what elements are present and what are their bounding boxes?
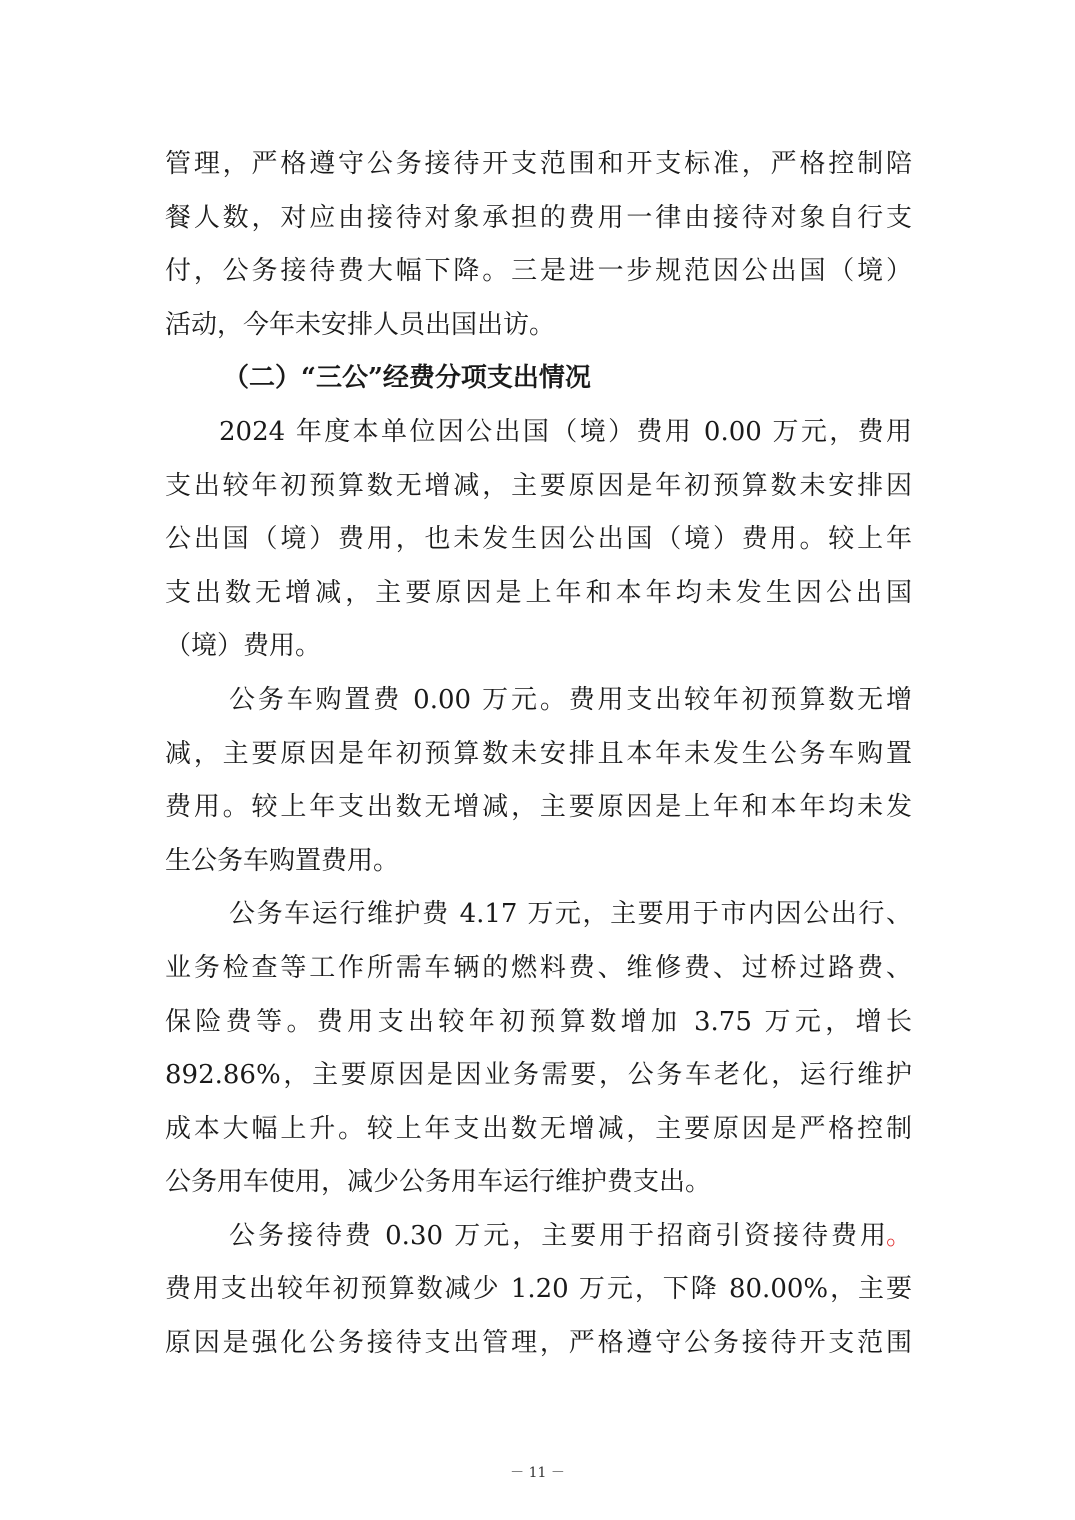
section-heading: （二）“三公”经费分项支出情况 [223, 363, 591, 394]
text-line: 公务车购置费 0.00 万元。费用支出较年初预算数无增 [229, 684, 912, 715]
text-line: 减，主要原因是年初预算数未安排且本年未发生公务车购置 [165, 738, 912, 769]
text-line: 保险费等。费用支出较年初预算数增加 3.75 万元，增长 [165, 1006, 912, 1037]
text-line: 原因是强化公务接待支出管理，严格遵守公务接待开支范围 [165, 1328, 912, 1359]
text-line: 管理，严格遵守公务接待开支范围和开支标准，严格控制陪 [165, 149, 912, 179]
text-line: （境）费用。 [165, 631, 322, 662]
text-line: 费用支出较年初预算数减少 1.20 万元，下降 80.00%，主要 [165, 1274, 912, 1305]
text-line: 成本大幅上升。较上年支出数无增减，主要原因是严格控制 [165, 1113, 912, 1144]
text-line: 公出国（境）费用，也未发生因公出国（境）费用。较上年 [165, 524, 912, 555]
text-line: 支出数无增减，主要原因是上年和本年均未发生因公出国 [165, 577, 912, 608]
text-line: 支出较年初预算数无增减，主要原因是年初预算数未安排因 [165, 470, 912, 501]
document-body [165, 138, 912, 1371]
text-line: 公务车运行维护费 4.17 万元，主要用于市内因公出行、 [229, 899, 912, 930]
text-line: 892.86%，主要原因是因业务需要，公务车老化，运行维护 [165, 1060, 912, 1091]
text-line: 公务用车使用，减少公务用车运行维护费支出。 [165, 1167, 712, 1198]
text-line: 2024 年度本单位因公出国（境）费用 0.00 万元，费用 [219, 416, 912, 447]
text-line [165, 1210, 912, 1264]
text-line: 业务检查等工作所需车辆的燃料费、维修费、过桥过路费、 [165, 952, 912, 983]
text-line: 付，公务接待费大幅下降。三是进一步规范因公出国（境） [165, 256, 912, 287]
text-line: 费用。较上年支出数无增减，主要原因是上年和本年均未发 [165, 792, 912, 823]
text-line-content: 公务接待费 0.30 万元，主要用于招商引资接待费用 [229, 1220, 886, 1251]
red-period-mark: 。 [885, 1220, 912, 1251]
text-line: 餐人数，对应由接待对象承担的费用一律由接待对象自行支 [165, 202, 912, 233]
text-line: 活动，今年未安排人员出国出访。 [165, 309, 556, 340]
text-line: 生公务车购置费用。 [165, 845, 400, 876]
page-number: － 11 － [510, 1465, 565, 1481]
